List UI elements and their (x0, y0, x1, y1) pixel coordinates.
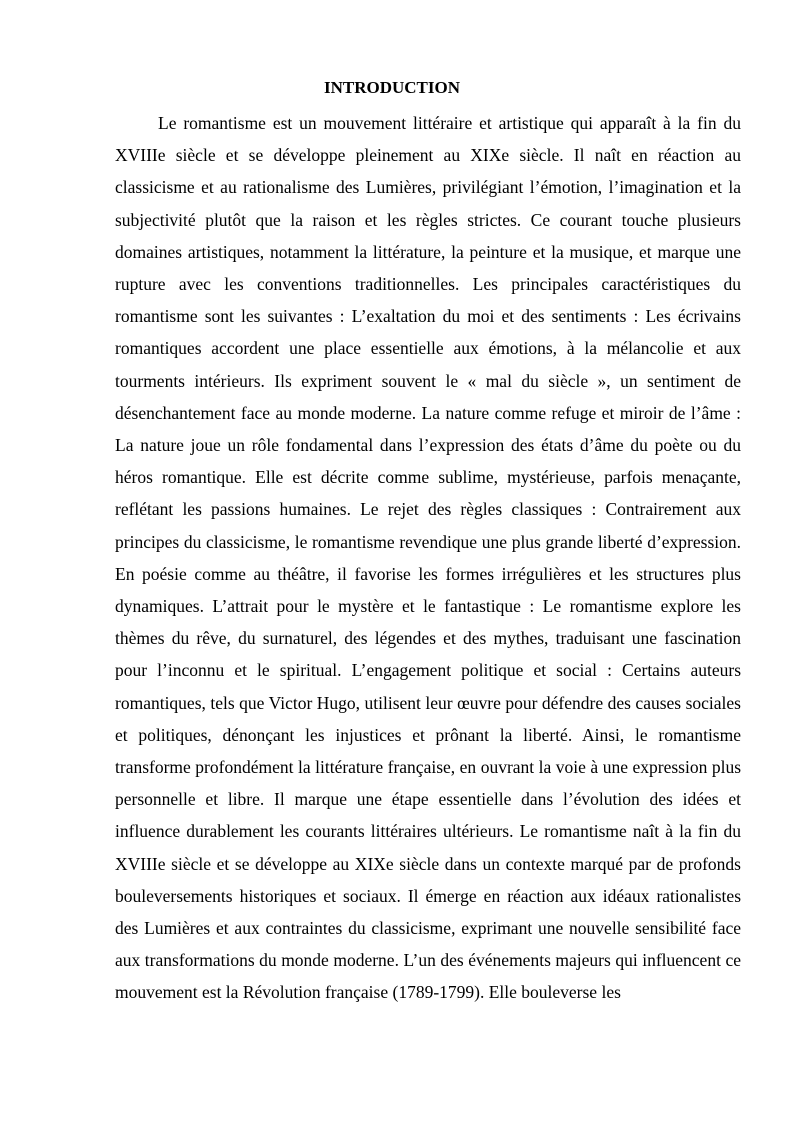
body-paragraph: Le romantisme est un mouvement littéraire et artistique qui apparaît à la fin du XVIIIe siècle et se développe pleinement au XIXe siècle. Il naît en réaction au classicisme et au rationalisme des Lumières, privilégiant l’émotion, l’imagination et la subjectivité plutôt que la raison et les règles strictes. Ce courant touche plusieurs domaines artistiques, notamment la littérature, la peinture et la musique, et marque une rupture avec les conventions traditionnelles. Les principales caractéristiques du romantisme sont les suivantes : L’exaltation du moi et des sentiments : Les écrivains romantiques accordent une place essentielle aux émotions, à la mélancolie et aux tourments intérieurs. Ils expriment souvent le « mal du siècle », un sentiment de désenchantement face au monde moderne. La nature comme refuge et miroir de l’âme : La nature joue un rôle fondamental dans l’expression des états d’âme du poète ou du héros romantique. Elle est décrite comme sublime, mystérieuse, parfois menaçante, reflétant les passions humaines. Le rejet des règles classiques : Contrairement aux principes du classicisme, le romantisme revendique une plus grande liberté d’expression. En poésie comme au théâtre, il favorise les formes irrégulières et les structures plus dynamiques. L’attrait pour le mystère et le fantastique : Le romantisme explore les thèmes du rêve, du surnaturel, des légendes et des mythes, traduisant une fascination pour l’inconnu et le spiritual. L’engagement politique et social : Certains auteurs romantiques, tels que Victor Hugo, utilisent leur œuvre pour défendre des causes sociales et politiques, dénonçant les injustices et prônant la liberté. Ainsi, le romantisme transforme profondément la littérature française, en ouvrant la voie à une expression plus personnelle et libre. Il marque une étape essentielle dans l’évolution des idées et influence durablement les courants littéraires ultérieurs. Le romantisme naît à la fin du XVIIIe siècle et se développe au XIXe siècle dans un contexte marqué par de profonds bouleversements historiques et sociaux. Il émerge en réaction aux idéaux rationalistes des Lumières et aux contraintes du classicisme, exprimant une nouvelle sensibilité face aux transformations du monde moderne. L’un des événements majeurs qui influencent ce mouvement est la Révolution française (1789-1799). Elle bouleverse les (115, 113, 741, 1003)
page-title: INTRODUCTION (323, 78, 461, 97)
